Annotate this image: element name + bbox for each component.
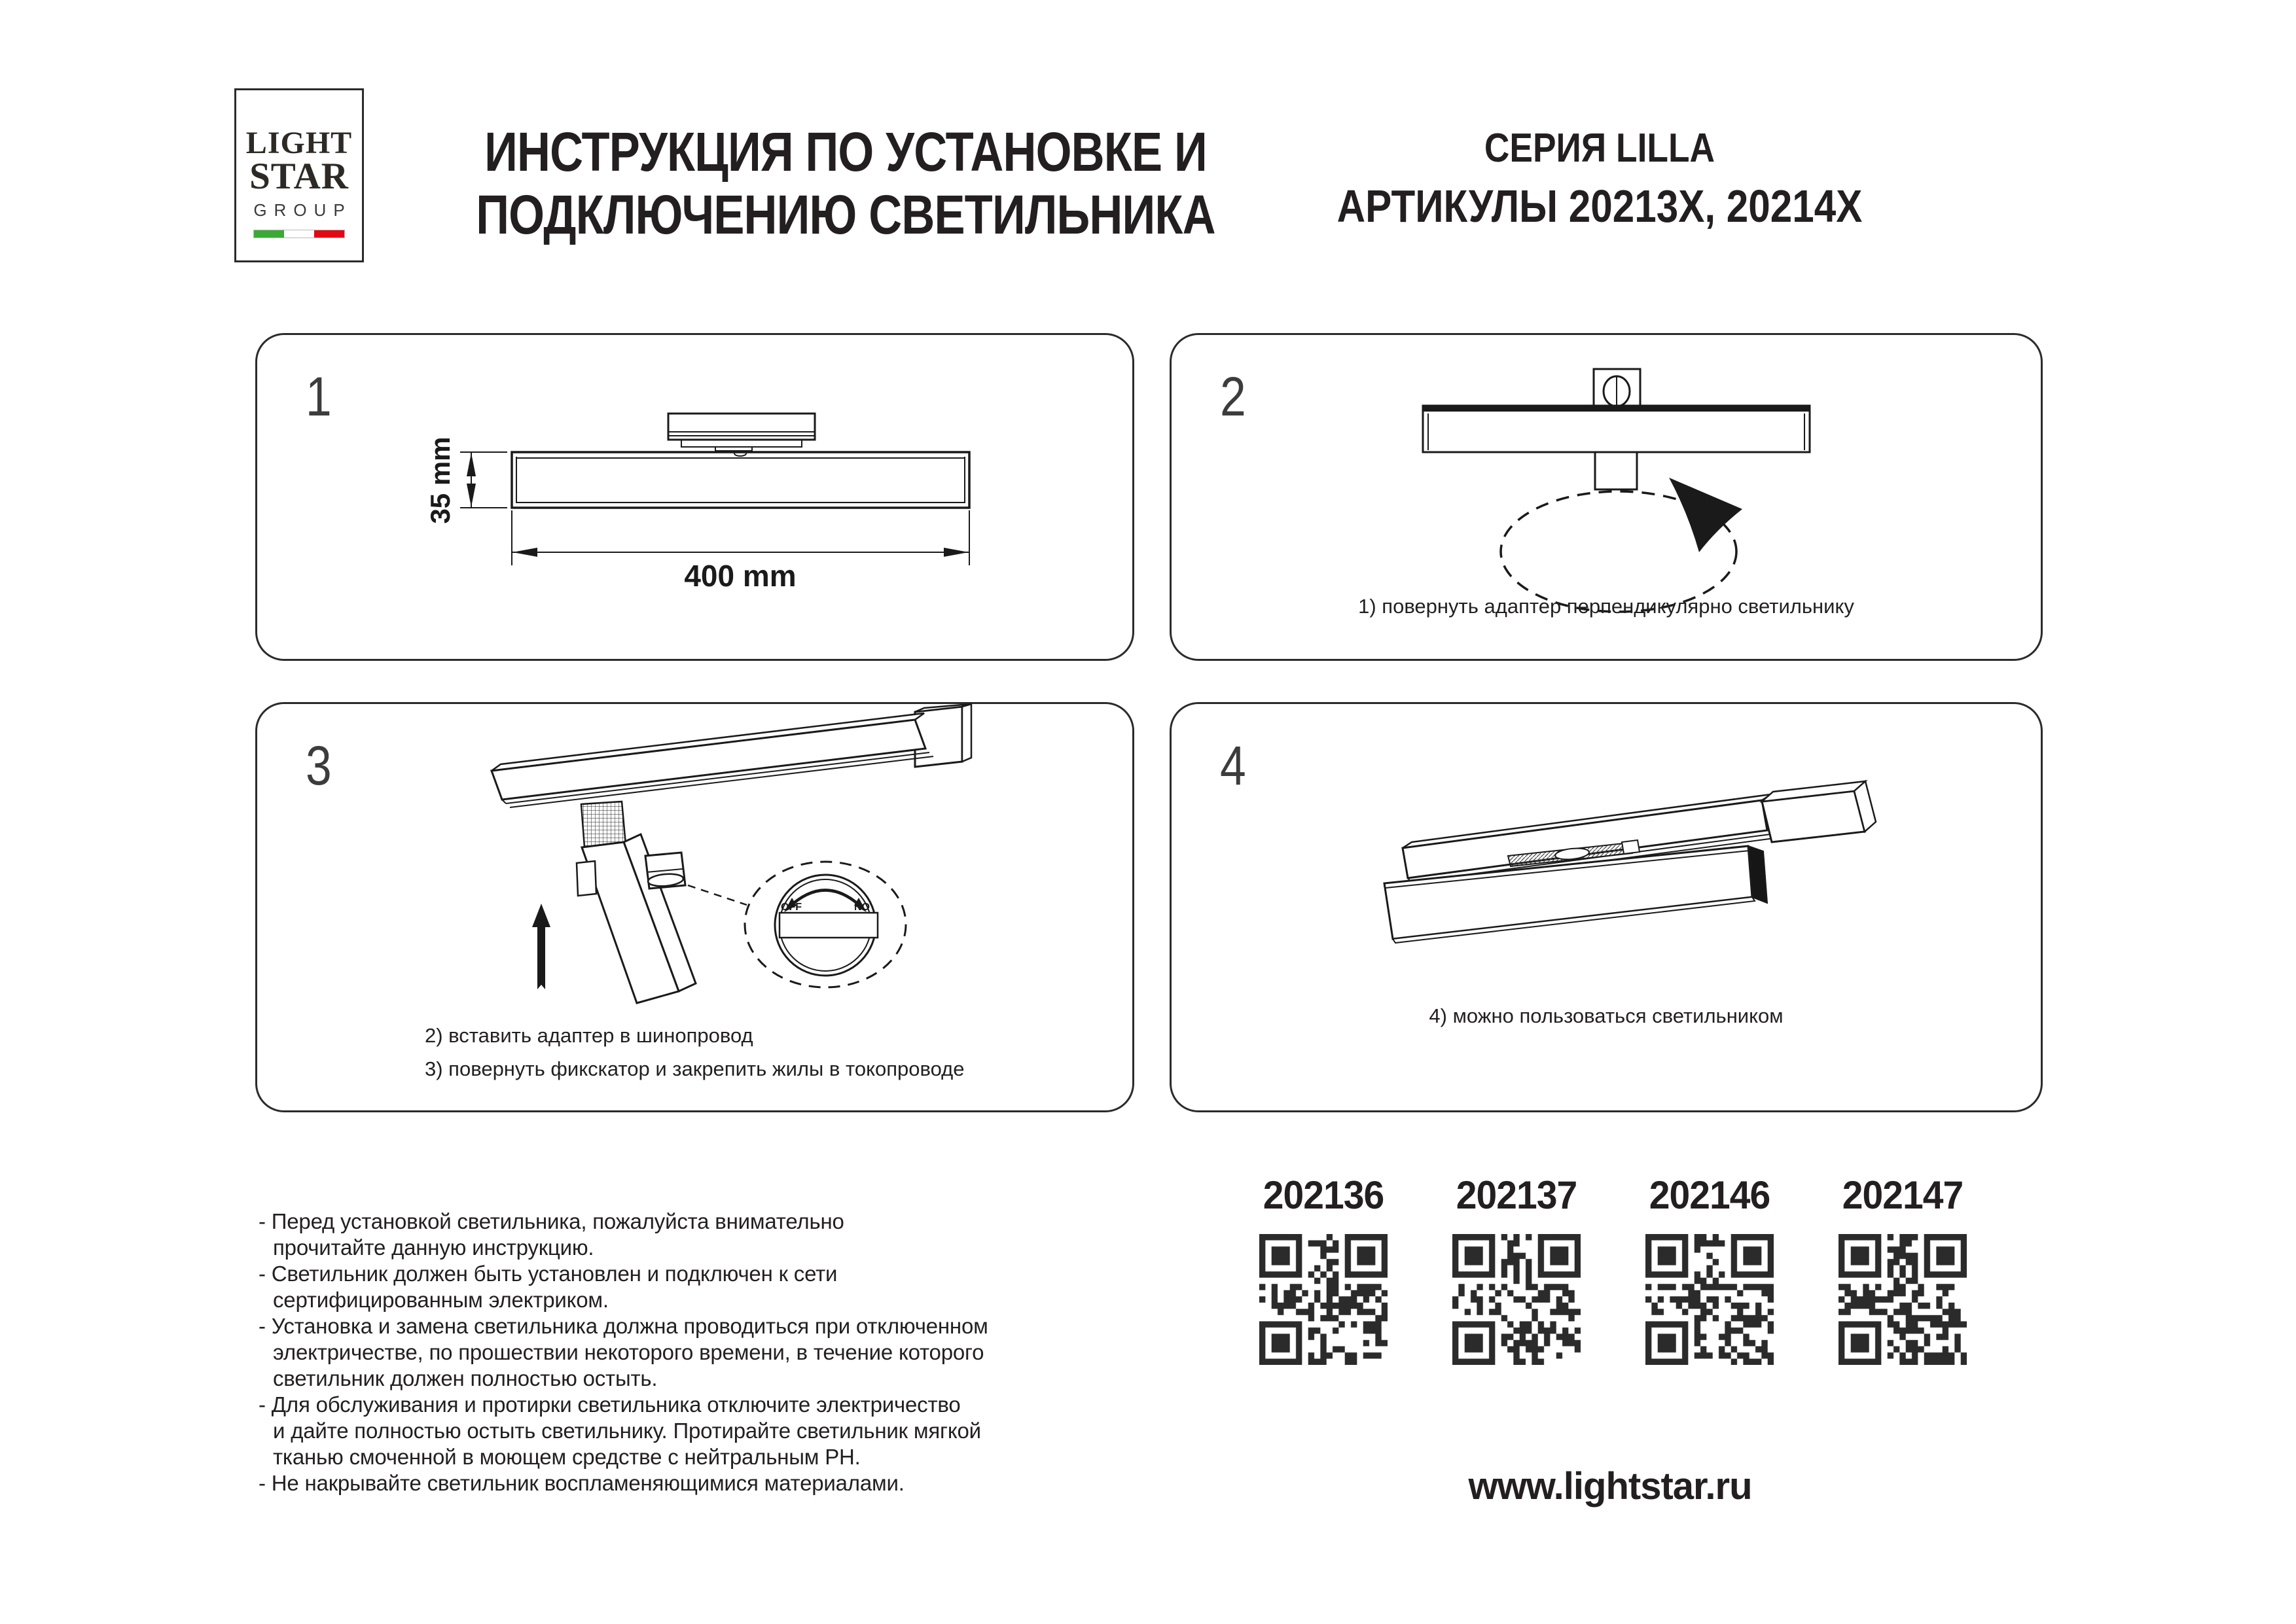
width-dimension-label: 400 mm bbox=[684, 559, 797, 593]
warning-line: - Установка и замена светильника должна проводиться при отключенном bbox=[259, 1314, 988, 1338]
qr-code bbox=[1259, 1234, 1388, 1365]
adapter-stem bbox=[1595, 452, 1637, 489]
warning-line: прочитайте данную инструкцию. bbox=[273, 1235, 594, 1260]
width-dimension-lines bbox=[512, 510, 969, 565]
fixture-bar-side-view bbox=[512, 452, 969, 508]
track-end-cap bbox=[1762, 781, 1876, 842]
warning-line: - Перед установкой светильника, пожалуйста внимательно bbox=[259, 1209, 844, 1233]
adapter-hatched-block bbox=[581, 802, 626, 847]
step-4-caption: 4) можно пользоваться светильником bbox=[1429, 1004, 1784, 1027]
step-4-panel bbox=[1170, 702, 2043, 1112]
safety-warnings-list bbox=[259, 1209, 1129, 1496]
flag-red-segment bbox=[314, 230, 344, 238]
article-number: 202147 bbox=[1842, 1173, 1964, 1217]
title-line-1: ИНСТРУКЦИЯ ПО УСТАНОВКЕ И bbox=[484, 121, 1207, 183]
article-number: 202136 bbox=[1263, 1173, 1384, 1217]
step-4-number: 4 bbox=[1220, 735, 1246, 796]
warning-line: электричестве, по прошествии некоторого времени, в течение которого bbox=[273, 1340, 984, 1364]
warning-line: и дайте полностью остыть светильнику. Протирайте светильник мягкой bbox=[273, 1419, 981, 1443]
step-3-panel bbox=[255, 702, 1134, 1112]
knob-on-label: NO bbox=[854, 902, 870, 913]
page-title bbox=[443, 120, 1248, 246]
knob-detail-view bbox=[745, 862, 906, 987]
detail-leader-line bbox=[688, 885, 747, 905]
series-name: СЕРИЯ LILLA bbox=[1484, 126, 1715, 171]
adapter-end-view bbox=[1594, 369, 1640, 406]
logo-word-star: STAR bbox=[249, 156, 349, 197]
qr-item bbox=[1839, 1174, 1967, 1365]
step-3-number: 3 bbox=[306, 735, 332, 796]
logo-word-group: GROUP bbox=[253, 200, 352, 220]
step-3-caption-line-1: 2) вставить адаптер в шинопровод bbox=[425, 1024, 753, 1047]
qr-item bbox=[1452, 1174, 1581, 1365]
warning-line: - Для обслуживания и протирки светильника отключите электричество bbox=[259, 1392, 961, 1417]
track-adapter-side-view bbox=[668, 414, 815, 456]
warning-line: светильник должен полностью остыть. bbox=[273, 1366, 658, 1390]
warning-line: - Не накрывайте светильник воспламеняющимися материалами. bbox=[259, 1471, 905, 1495]
step-1-panel bbox=[255, 333, 1134, 661]
warning-line: тканью смоченной в моющем средстве с нейтральным PH. bbox=[273, 1445, 861, 1469]
fixture-dimensions-drawing bbox=[257, 335, 1136, 663]
insert-up-arrow bbox=[532, 904, 550, 989]
article-qr-codes bbox=[1259, 1174, 1967, 1365]
warning-line: сертифицированным электриком. bbox=[273, 1288, 609, 1312]
mounted-fixture-drawing bbox=[1172, 704, 2045, 1114]
fixture-bar-top-view bbox=[1423, 406, 1810, 452]
lightstar-logo bbox=[234, 88, 364, 262]
article-number: 202137 bbox=[1456, 1173, 1577, 1217]
article-numbers: АРТИКУЛЫ 20213X, 20214X bbox=[1336, 181, 1863, 232]
qr-item bbox=[1259, 1174, 1388, 1365]
step-2-panel bbox=[1170, 333, 2043, 661]
insert-adapter-drawing bbox=[257, 704, 1136, 1114]
step-1-number: 1 bbox=[306, 366, 332, 427]
step-2-caption: 1) повернуть адаптер перпендикулярно светильнику bbox=[1358, 595, 1854, 618]
track-bar bbox=[492, 713, 933, 807]
qr-item bbox=[1645, 1174, 1774, 1365]
height-dimension-lines bbox=[460, 452, 507, 508]
warning-line: - Светильник должен быть установлен и подключен к сети bbox=[259, 1262, 838, 1286]
series-block bbox=[1290, 126, 1909, 232]
flag-white-segment bbox=[284, 230, 314, 238]
rotation-arrowhead bbox=[1669, 478, 1742, 552]
step-2-number: 2 bbox=[1220, 366, 1246, 427]
qr-code bbox=[1645, 1234, 1774, 1365]
qr-code bbox=[1452, 1234, 1581, 1365]
step-3-caption-line-2: 3) повернуть фикскатор и закрепить жилы в токопроводе bbox=[425, 1057, 965, 1080]
logo-word-light: LIGHT bbox=[245, 126, 353, 160]
title-line-2: ПОДКЛЮЧЕНИЮ СВЕТИЛЬНИКА bbox=[476, 184, 1215, 245]
article-number: 202146 bbox=[1649, 1173, 1770, 1217]
knob-off-label: OFF bbox=[781, 902, 802, 913]
flag-green-segment bbox=[254, 230, 284, 238]
locking-knob-connector bbox=[645, 853, 685, 889]
qr-code bbox=[1839, 1234, 1967, 1365]
italian-flag-bar bbox=[253, 230, 345, 238]
height-dimension-label: 35 mm bbox=[425, 436, 456, 524]
website-url: www.lightstar.ru bbox=[1468, 1465, 1752, 1508]
